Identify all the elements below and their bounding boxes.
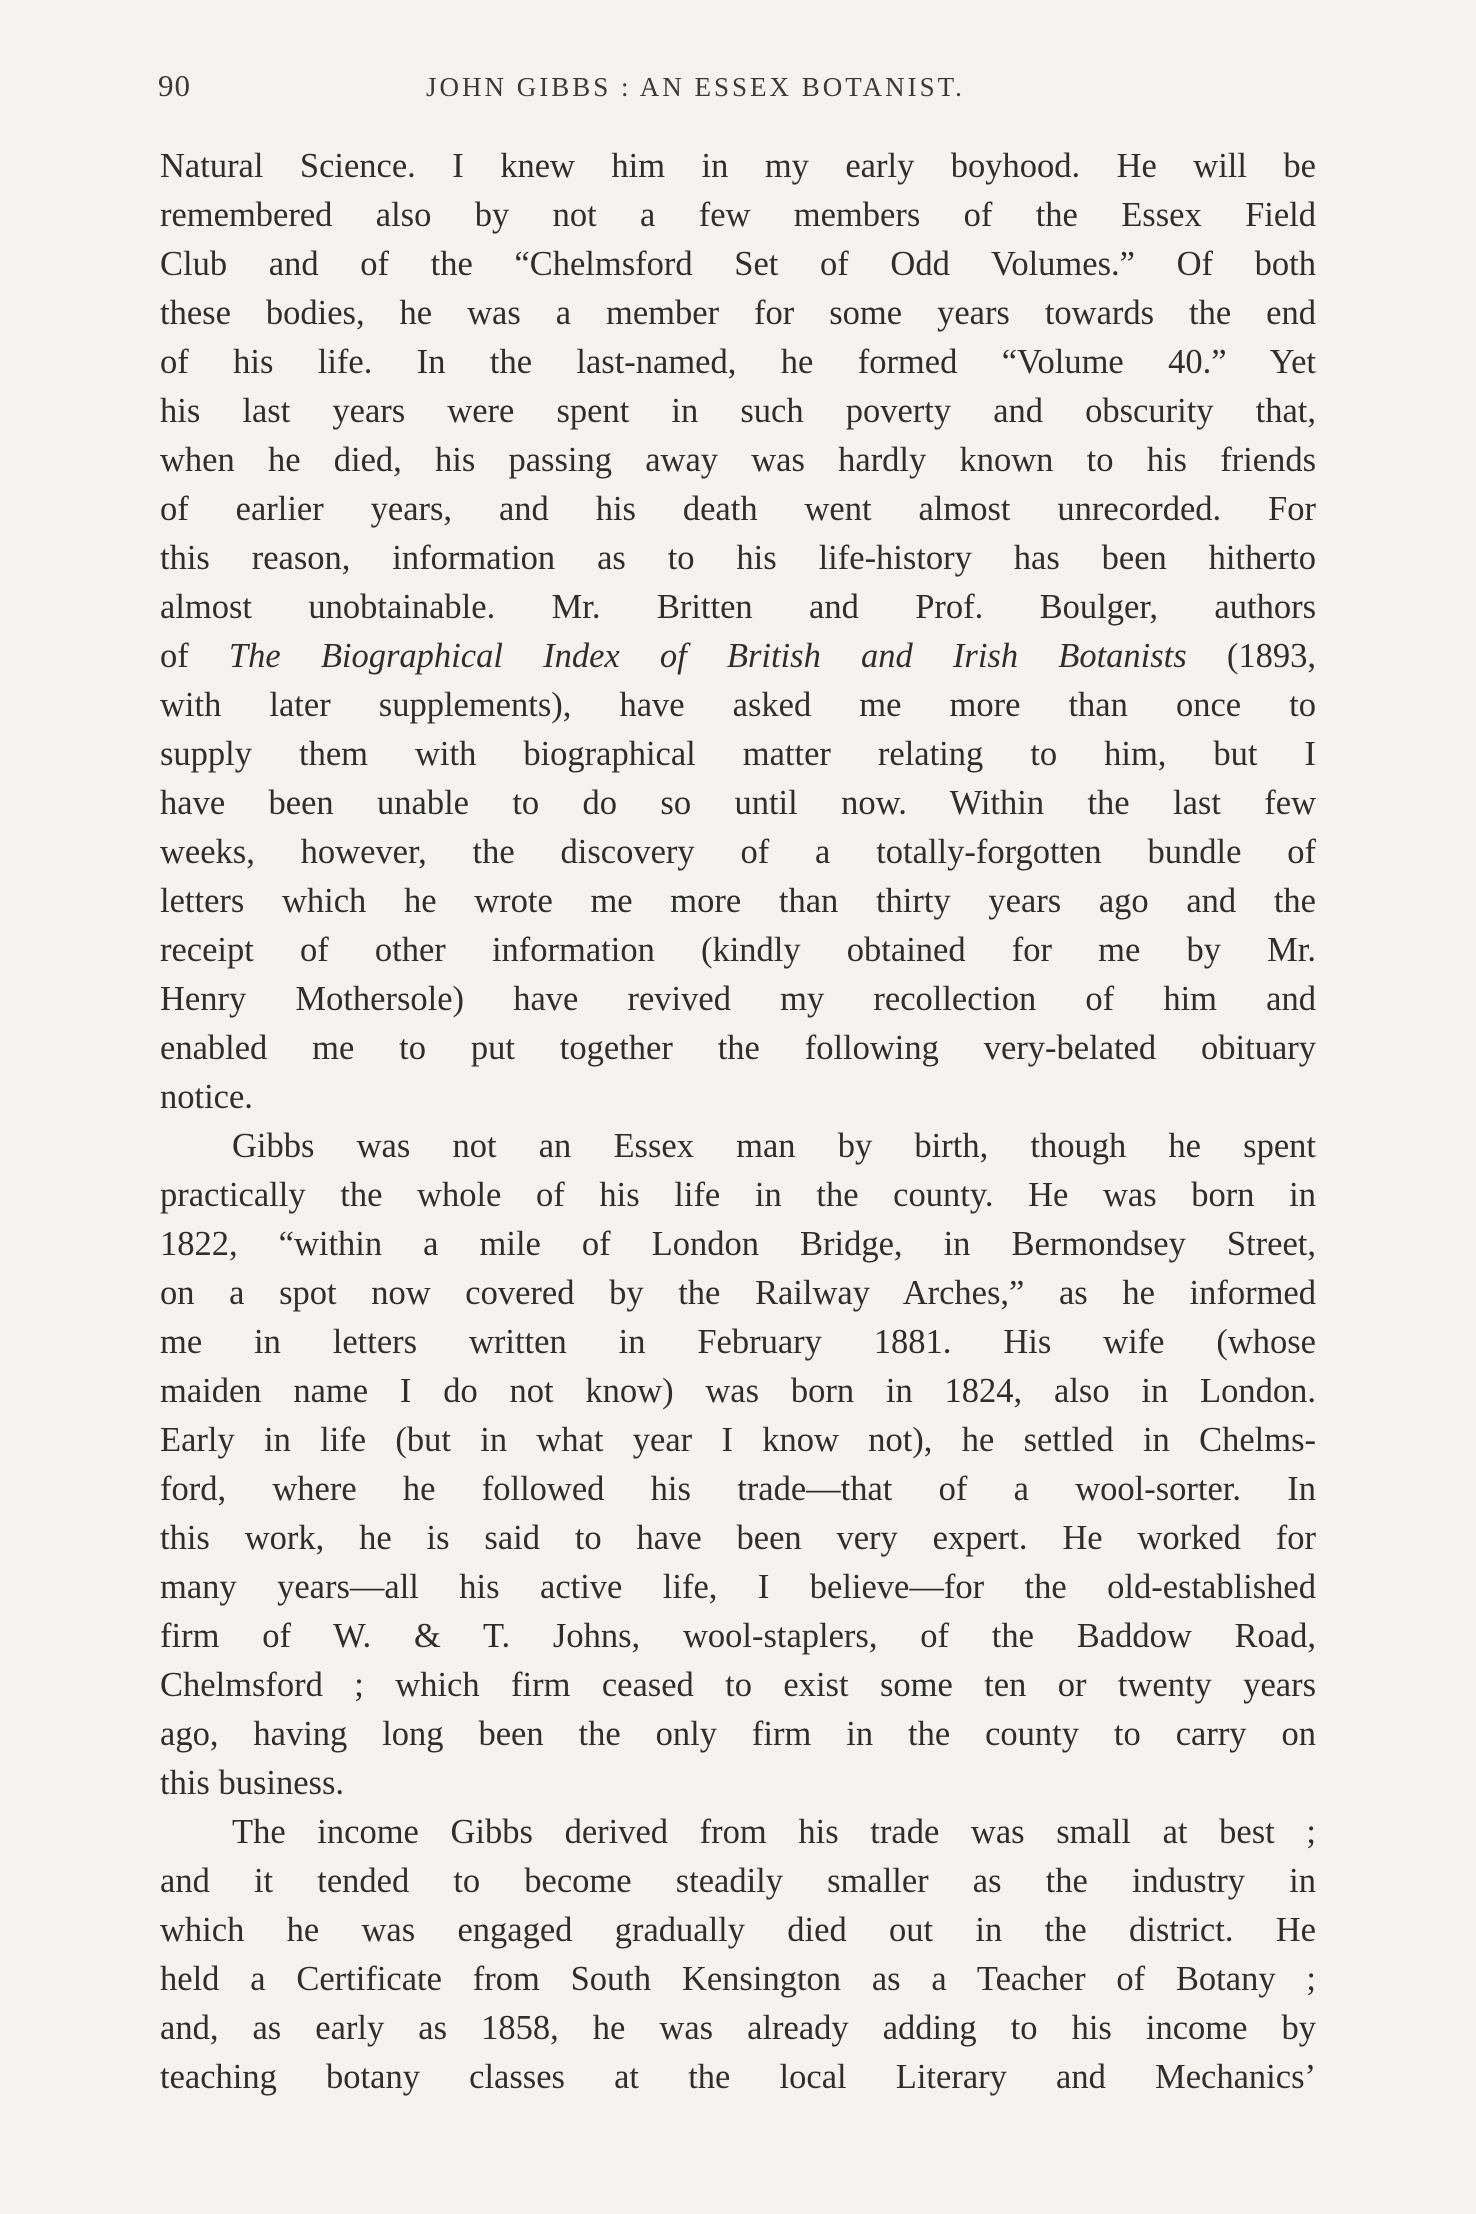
text-line: weeks, however, the discovery of a totally-forgotten bundle of bbox=[160, 833, 1316, 871]
text-line: with later supplements), have asked me more than once to bbox=[160, 686, 1316, 724]
text-line: receipt of other information (kindly obtained for me by Mr. bbox=[160, 931, 1316, 969]
text-line: notice. bbox=[160, 1078, 253, 1116]
text-line: of his life. In the last-named, he formed “Volume 40.” Yet bbox=[160, 343, 1316, 381]
text-line: maiden name I do not know) was born in 1824, also in London. bbox=[160, 1372, 1316, 1410]
text-line: Natural Science. I knew him in my early boyhood. He will be bbox=[160, 147, 1316, 185]
text-line: many years—all his active life, I believe—for the old-established bbox=[160, 1568, 1316, 1606]
text-line: and it tended to become steadily smaller as the industry in bbox=[160, 1862, 1316, 1900]
text-line: and, as early as 1858, he was already adding to his income by bbox=[160, 2009, 1316, 2047]
text-line: Gibbs was not an Essex man by birth, though he spent bbox=[232, 1127, 1316, 1165]
text-line: practically the whole of his life in the county. He was born in bbox=[160, 1176, 1316, 1214]
text-line: his last years were spent in such poverty and obscurity that, bbox=[160, 392, 1316, 430]
text-line: which he was engaged gradually died out in the district. He bbox=[160, 1911, 1316, 1949]
text-line: 1822, “within a mile of London Bridge, in Bermondsey Street, bbox=[160, 1225, 1316, 1263]
text-line: me in letters written in February 1881. His wife (whose bbox=[160, 1323, 1316, 1361]
running-title: JOHN GIBBS : AN ESSEX BOTANIST. bbox=[426, 72, 965, 102]
text-line: this reason, information as to his life-history has been hitherto bbox=[160, 539, 1316, 577]
text-line: enabled me to put together the following very-belated obituary bbox=[160, 1029, 1316, 1067]
text-line: when he died, his passing away was hardly known to his friends bbox=[160, 441, 1316, 479]
text-line: teaching botany classes at the local Literary and Mechanics’ bbox=[160, 2058, 1316, 2096]
text-line: almost unobtainable. Mr. Britten and Prof. Boulger, authors bbox=[160, 588, 1316, 626]
text-line: of earlier years, and his death went almost unrecorded. For bbox=[160, 490, 1316, 528]
text-line: The income Gibbs derived from his trade was small at best ; bbox=[232, 1813, 1316, 1851]
text-line: on a spot now covered by the Railway Arches,” as he informed bbox=[160, 1274, 1316, 1312]
text-line: ago, having long been the only firm in the county to carry on bbox=[160, 1715, 1316, 1753]
text-line: Chelmsford ; which firm ceased to exist some ten or twenty years bbox=[160, 1666, 1316, 1704]
text-line: letters which he wrote me more than thirty years ago and the bbox=[160, 882, 1316, 920]
book-title-italic: The Biographical Index of British and Irish Botanists bbox=[228, 637, 1187, 675]
text-line: Club and of the “Chelmsford Set of Odd Volumes.” Of both bbox=[160, 245, 1316, 283]
text-line: firm of W. & T. Johns, wool-staplers, of the Baddow Road, bbox=[160, 1617, 1316, 1655]
text-line: remembered also by not a few members of the Essex Field bbox=[160, 196, 1316, 234]
text-line: Early in life (but in what year I know not), he settled in Chelms- bbox=[160, 1421, 1316, 1459]
text-line: this work, he is said to have been very expert. He worked for bbox=[160, 1519, 1316, 1557]
text-line: supply them with biographical matter relating to him, but I bbox=[160, 735, 1316, 773]
text-line: have been unable to do so until now. Within the last few bbox=[160, 784, 1316, 822]
text-line-book-title: of The Biographical Index of British and Irish Botanists (1893, bbox=[160, 637, 1316, 675]
text-line: these bodies, he was a member for some years towards the end bbox=[160, 294, 1316, 332]
text-line: ford, where he followed his trade—that of a wool-sorter. In bbox=[160, 1470, 1316, 1508]
text-line: held a Certificate from South Kensington as a Teacher of Botany ; bbox=[160, 1960, 1316, 1998]
body-text bbox=[160, 142, 1316, 2102]
text-line: Henry Mothersole) have revived my recollection of him and bbox=[160, 980, 1316, 1018]
page-number: 90 bbox=[158, 68, 191, 103]
running-head bbox=[158, 68, 1318, 118]
text-line: this business. bbox=[160, 1764, 345, 1802]
